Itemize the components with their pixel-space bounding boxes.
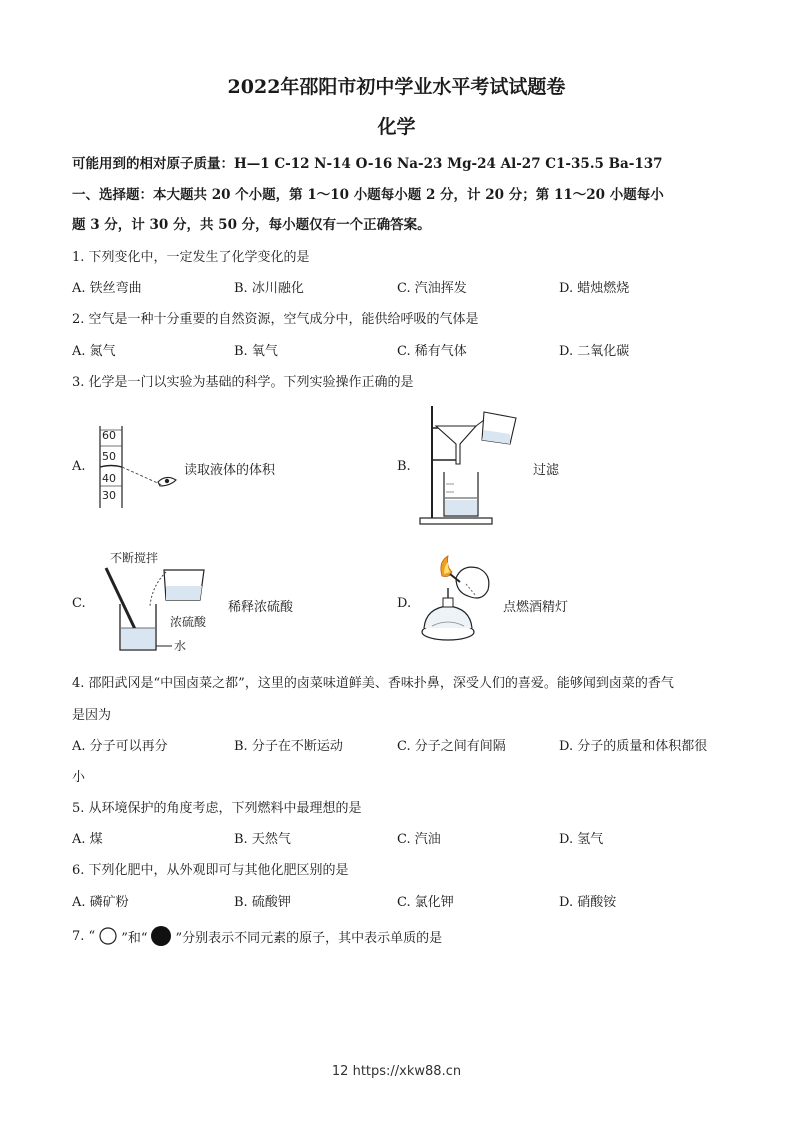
question-7-prefix: 7. “ bbox=[72, 928, 96, 944]
question-2-stem: 2. 空气是一种十分重要的自然资源，空气成分中，能供给呼吸的气体是 bbox=[72, 312, 479, 327]
question-5-stem: 5. 从环境保护的角度考虑，下列燃料中最理想的是 bbox=[72, 801, 362, 816]
question-3-option-c: C. bbox=[72, 596, 86, 611]
question-4-stem-line1: 4. 邵阳武冈是“中国卤菜之都”，这里的卤菜味道鲜美、香味扑鼻，深受人们的喜爱。能够闻到卤菜的香气 bbox=[72, 676, 674, 691]
question-6-option-d: D. 硝酸铵 bbox=[559, 895, 617, 910]
stir-label: 不断搅拌 bbox=[110, 551, 159, 565]
acid-label: 浓硫酸 bbox=[170, 615, 207, 629]
question-4-stem-line2: 是因为 bbox=[72, 708, 112, 723]
water-label: 水 bbox=[174, 639, 187, 653]
question-7-suffix: ”分别表示不同元素的原子，其中表示单质的是 bbox=[175, 930, 443, 946]
cylinder-tick-30: 30 bbox=[102, 489, 116, 502]
alcohol-lamp-figure bbox=[416, 554, 502, 644]
filtration-figure bbox=[416, 400, 526, 528]
question-4-option-d-continued: 小 bbox=[72, 770, 86, 785]
question-4-option-b: B. 分子在不断运动 bbox=[234, 739, 343, 754]
question-5-option-c: C. 汽油 bbox=[397, 832, 441, 847]
question-6-stem: 6. 下列化肥中，从外观即可与其他化肥区别的是 bbox=[72, 863, 349, 878]
question-5-option-b: B. 天然气 bbox=[234, 832, 291, 847]
question-3-option-a-caption: 读取液体的体积 bbox=[184, 463, 276, 478]
question-3-option-d-caption: 点燃酒精灯 bbox=[503, 600, 569, 615]
question-2-option-b: B. 氧气 bbox=[234, 344, 278, 359]
white-atom-icon bbox=[98, 926, 118, 946]
question-2-option-d: D. 二氧化碳 bbox=[559, 344, 630, 359]
section-heading-line2: 题 3 分，计 30 分，共 50 分，每小题仅有一个正确答案。 bbox=[72, 217, 431, 233]
page-footer[interactable]: 12 https://xkw88.cn bbox=[331, 1064, 462, 1079]
page-subtitle: 化学 bbox=[377, 116, 416, 138]
question-5-option-d: D. 氢气 bbox=[559, 832, 604, 847]
question-3-option-d: D. bbox=[397, 596, 412, 611]
question-3-option-a: A. bbox=[72, 459, 86, 474]
question-5-option-a: A. 煤 bbox=[72, 832, 103, 847]
question-1-option-b: B. 冰川融化 bbox=[234, 281, 304, 296]
question-3-option-c-caption: 稀释浓硫酸 bbox=[228, 600, 294, 615]
question-2-option-a: A. 氮气 bbox=[72, 344, 116, 359]
atomic-masses: 可能用到的相对原子质量：H—1 C-12 N-14 O-16 Na-23 Mg-24 Al-27 C1-35.5 Ba-137 bbox=[72, 156, 663, 172]
question-3-stem: 3. 化学是一门以实验为基础的科学。下列实验操作正确的是 bbox=[72, 375, 414, 390]
page-title: 2022年邵阳市初中学业水平考试试题卷 bbox=[227, 76, 566, 98]
question-1-option-d: D. 蜡烛燃烧 bbox=[559, 281, 630, 296]
dilution-figure bbox=[104, 546, 224, 656]
question-3-option-b-caption: 过滤 bbox=[533, 463, 560, 478]
question-4-option-a: A. 分子可以再分 bbox=[72, 739, 168, 754]
question-7-mid: ”和“ bbox=[121, 930, 148, 946]
question-1-option-a: A. 铁丝弯曲 bbox=[72, 281, 142, 296]
question-6-option-b: B. 硫酸钾 bbox=[234, 895, 291, 910]
question-4-option-c: C. 分子之间有间隔 bbox=[397, 739, 506, 754]
question-3-option-b: B. bbox=[397, 459, 411, 474]
question-1-option-c: C. 汽油挥发 bbox=[397, 281, 467, 296]
cylinder-tick-50: 50 bbox=[102, 450, 116, 463]
cylinder-tick-60: 60 bbox=[102, 429, 116, 442]
question-2-option-c: C. 稀有气体 bbox=[397, 344, 467, 359]
cylinder-tick-40: 40 bbox=[102, 472, 116, 485]
tilted-lamp-icon bbox=[456, 567, 489, 598]
question-1-stem: 1. 下列变化中，一定发生了化学变化的是 bbox=[72, 250, 310, 265]
funnel-icon bbox=[436, 426, 476, 464]
section-heading-line1: 一、选择题：本大题共 20 个小题，第 1～10 小题每小题 2 分，计 20 分；第 11～20 小题每小 bbox=[72, 187, 664, 203]
black-atom-icon bbox=[150, 925, 172, 947]
question-6-option-a: A. 磷矿粉 bbox=[72, 895, 129, 910]
question-4-option-d: D. 分子的质量和体积都很 bbox=[559, 739, 708, 754]
question-6-option-c: C. 氯化钾 bbox=[397, 895, 454, 910]
cylinder-reading-figure bbox=[92, 422, 184, 510]
question-7-stem bbox=[72, 925, 442, 947]
